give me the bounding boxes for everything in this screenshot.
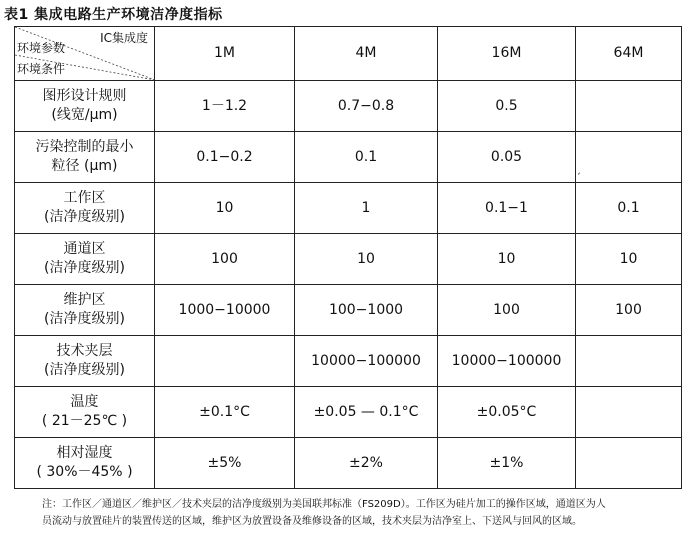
- table-cell: 100: [155, 234, 295, 285]
- row-header: [15, 132, 155, 183]
- table-cell: 0.05: [438, 132, 576, 183]
- column-header: 4M: [295, 27, 438, 81]
- table-cell: 10: [438, 234, 576, 285]
- table-cell: 10: [576, 234, 682, 285]
- footnote-line: 注：工作区／通道区／维护区／技术夹层的洁净度级别为美国联邦标准（FS209D）。工作区为硅片加工的操作区域，通道区为人: [42, 499, 606, 510]
- row-label: 污染控制的最小: [35, 139, 134, 156]
- row-label: 相对湿度: [56, 445, 113, 462]
- table-cell: 1000−10000: [155, 285, 295, 336]
- table-cell: 100−1000: [295, 285, 438, 336]
- table-cell: 10000−100000: [438, 336, 576, 387]
- table-cell: 100: [438, 285, 576, 336]
- row-header: [15, 387, 155, 438]
- table-cell: 0.7−0.8: [295, 81, 438, 132]
- table-cell: ±1%: [438, 438, 576, 489]
- table-cell: [576, 336, 682, 387]
- table-row: [15, 132, 682, 183]
- column-header: 1M: [155, 27, 295, 81]
- table-row: [15, 285, 682, 336]
- table-row: [15, 387, 682, 438]
- table-cell: 0.1: [576, 183, 682, 234]
- row-label: 维护区: [63, 292, 106, 309]
- row-header: [15, 336, 155, 387]
- table-cell: ±0.05 — 0.1°C: [295, 387, 438, 438]
- row-sublabel: (洁净度级别): [44, 311, 125, 327]
- table-cell: 1－1.2: [155, 81, 295, 132]
- stray-mark: ˏ: [576, 164, 581, 175]
- corner-label-condition: 环境条件: [17, 62, 66, 76]
- table-title: 表1 集成电路生产环境洁净度指标: [4, 7, 223, 23]
- table-row: [15, 438, 682, 489]
- table-row: [15, 81, 682, 132]
- table-cell: ±0.1°C: [155, 387, 295, 438]
- table-cell: 0.5: [438, 81, 576, 132]
- row-sublabel: 粒径 (μm): [51, 158, 118, 174]
- row-label: 温度: [70, 394, 99, 411]
- column-header: 16M: [438, 27, 576, 81]
- row-label: 工作区: [63, 190, 106, 207]
- column-header: 64M: [576, 27, 682, 81]
- header-row: [15, 27, 682, 81]
- table-cell: 0.1−0.2: [155, 132, 295, 183]
- corner-label-ic: IC集成度: [100, 31, 148, 45]
- table-row: [15, 183, 682, 234]
- row-sublabel: ( 30%－45% ): [36, 464, 133, 480]
- footnote: [42, 496, 682, 530]
- table-cell: 10: [295, 234, 438, 285]
- row-label: 技术夹层: [56, 343, 113, 360]
- table-cell: 0.1−1: [438, 183, 576, 234]
- corner-header-cell: [15, 27, 155, 81]
- row-label: 图形设计规则: [42, 88, 127, 105]
- row-sublabel: (洁净度级别): [44, 260, 125, 276]
- table-cell: 1: [295, 183, 438, 234]
- row-header: [15, 183, 155, 234]
- table-cell: ±5%: [155, 438, 295, 489]
- corner-label-param: 环境参数: [17, 41, 66, 55]
- row-header: [15, 81, 155, 132]
- table-cell: [576, 81, 682, 132]
- row-sublabel: (洁净度级别): [44, 209, 125, 225]
- table-cell: [576, 387, 682, 438]
- table-row: [15, 234, 682, 285]
- cleanliness-spec-table: [14, 26, 682, 489]
- table-cell: 10000−100000: [295, 336, 438, 387]
- table-cell: 10: [155, 183, 295, 234]
- table-row: [15, 336, 682, 387]
- footnote-line: 员流动与放置硅片的装置传送的区域，维护区为放置设备及维修设备的区域，技术夹层为洁净室上、下送风与回风的区域。: [42, 516, 582, 527]
- table-cell: [155, 336, 295, 387]
- row-sublabel: ( 21－25℃ ): [41, 413, 128, 429]
- table-cell: [576, 438, 682, 489]
- table-cell: 100: [576, 285, 682, 336]
- row-header: [15, 234, 155, 285]
- table-cell: ±2%: [295, 438, 438, 489]
- table-cell: ±0.05°C: [438, 387, 576, 438]
- row-header: [15, 285, 155, 336]
- row-label: 通道区: [63, 241, 106, 258]
- table-cell: 0.1: [295, 132, 438, 183]
- table-cell: [576, 132, 682, 183]
- row-sublabel: (线宽/μm): [51, 107, 118, 123]
- row-sublabel: (洁净度级别): [44, 362, 125, 378]
- row-header: [15, 438, 155, 489]
